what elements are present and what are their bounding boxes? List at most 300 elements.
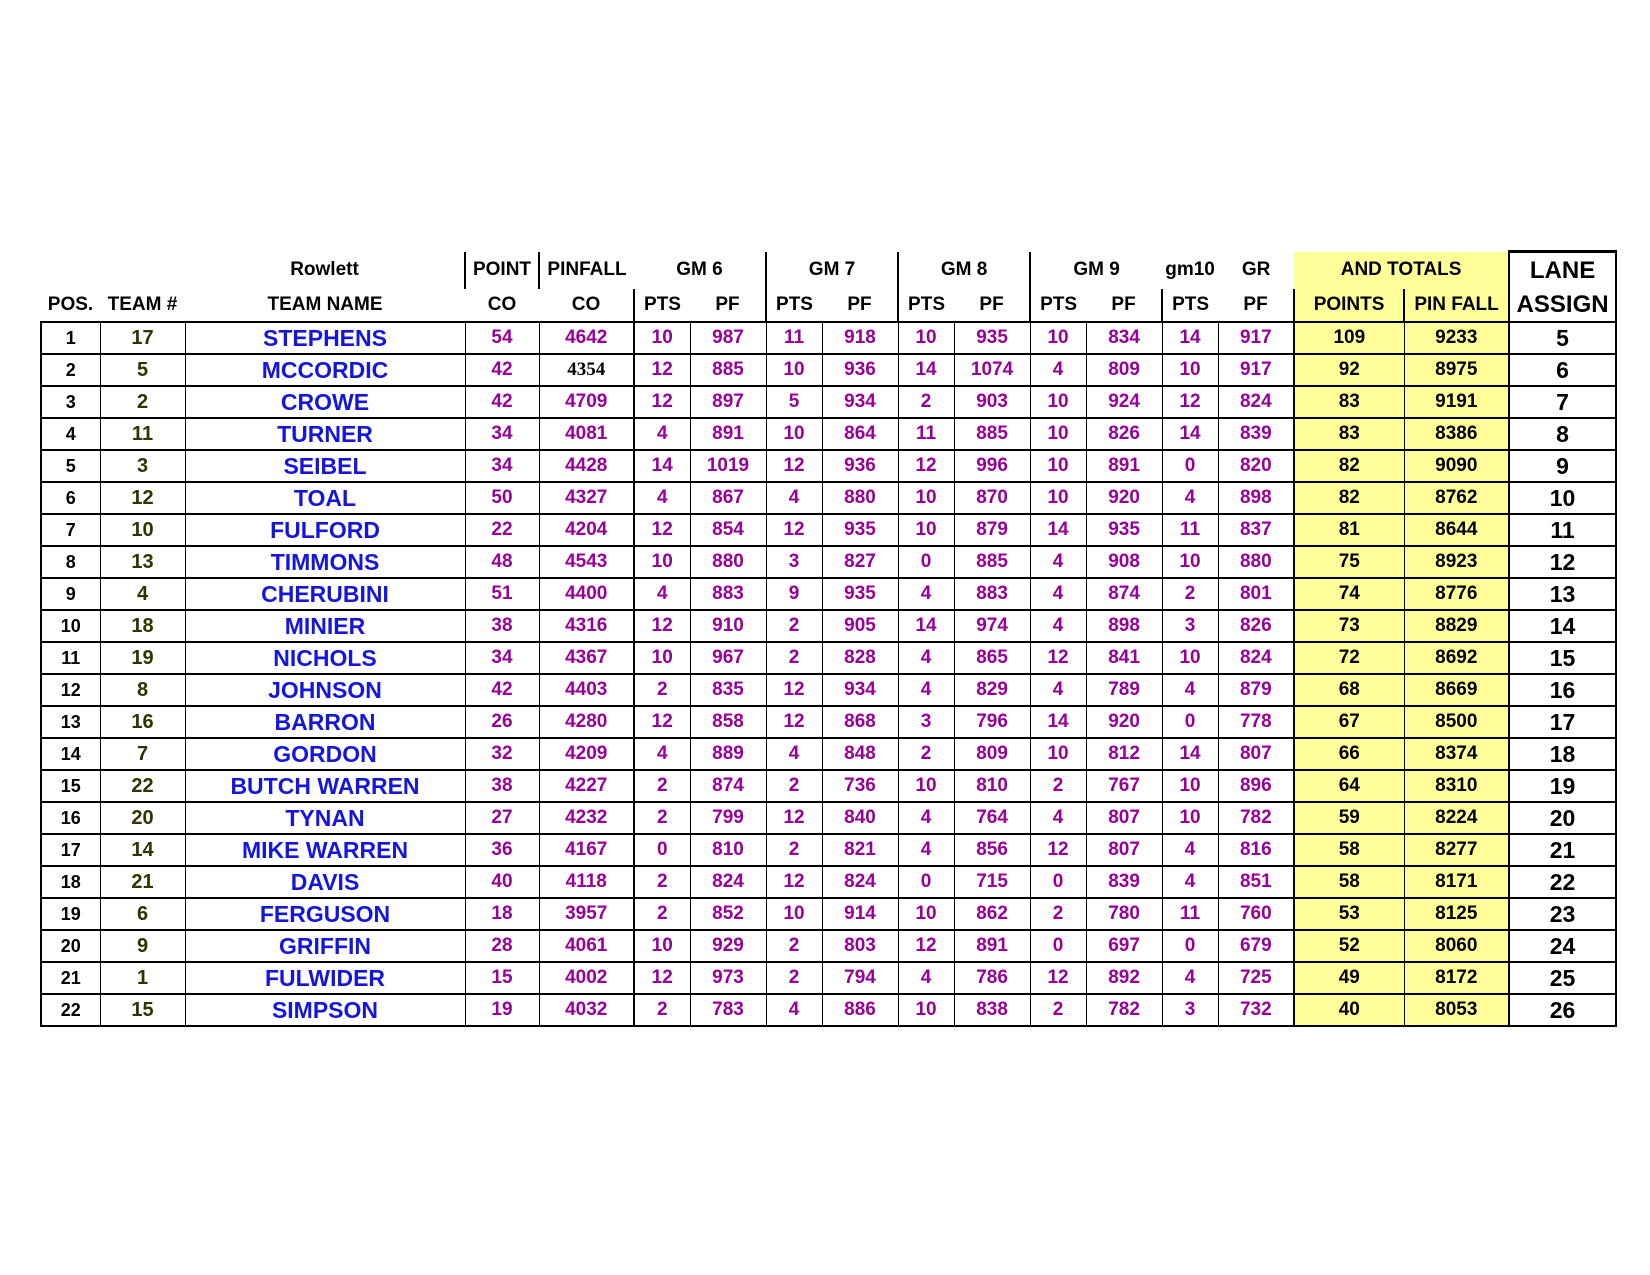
gm7-pts-cell: 2 — [766, 930, 822, 962]
gm7-pf-cell: 868 — [822, 706, 898, 738]
gm9-pf-cell: 920 — [1086, 482, 1162, 514]
gm9-pf-cell: 839 — [1086, 866, 1162, 898]
gm6-pf-cell: 852 — [690, 898, 766, 930]
total-points-cell: 58 — [1294, 834, 1404, 866]
gm8-pts-cell: 4 — [898, 674, 954, 706]
table-row — [41, 482, 1616, 514]
point-co-cell: 32 — [465, 738, 539, 770]
team-name-cell: BUTCH WARREN — [185, 770, 465, 802]
gm10-pts-cell: 3 — [1162, 610, 1218, 642]
lane-assign-cell: 24 — [1509, 930, 1616, 962]
lane-assign-cell: 19 — [1509, 770, 1616, 802]
lane-assign-cell: 16 — [1509, 674, 1616, 706]
point-co-cell: 19 — [465, 994, 539, 1026]
gm6-pts-cell: 0 — [634, 834, 690, 866]
gm8-pts-cell: 12 — [898, 930, 954, 962]
total-pin-fall-cell: 8669 — [1404, 674, 1509, 706]
position-cell: 4 — [41, 418, 100, 450]
gm10-pf-cell: 782 — [1218, 802, 1294, 834]
gm6-pf-cell: 897 — [690, 386, 766, 418]
gm10-pf-cell: 824 — [1218, 386, 1294, 418]
gm10-pts-cell: 4 — [1162, 866, 1218, 898]
gm6-pts-cell: 12 — [634, 514, 690, 546]
gm7-pts-cell: 12 — [766, 674, 822, 706]
pinfall-co-cell: 4327 — [539, 482, 634, 514]
gm6-pf-cell: 910 — [690, 610, 766, 642]
gm10-pf-cell: 679 — [1218, 930, 1294, 962]
points-header: POINTS — [1294, 289, 1404, 322]
team-number-cell: 22 — [100, 770, 185, 802]
standings-body — [41, 322, 1616, 1026]
gm6-pts-cell: 12 — [634, 386, 690, 418]
lane-assign-cell: 12 — [1509, 546, 1616, 578]
position-cell: 2 — [41, 354, 100, 386]
gm7-pts-cell: 12 — [766, 514, 822, 546]
gm10-pts-cell: 4 — [1162, 834, 1218, 866]
gm7-pf-cell: 821 — [822, 834, 898, 866]
grand-totals-header-prefix: GR — [1241, 259, 1271, 281]
team-number-cell: 19 — [100, 642, 185, 674]
gm10-pts-cell: 4 — [1162, 674, 1218, 706]
gm10-pts-cell: 14 — [1162, 322, 1218, 354]
total-points-cell: 73 — [1294, 610, 1404, 642]
gm9-pts-cell: 10 — [1030, 418, 1086, 450]
gm6-pf-cell: 810 — [690, 834, 766, 866]
grand-totals-header: AND TOTALS — [1294, 252, 1509, 290]
gm7-pts-cell: 2 — [766, 834, 822, 866]
gm10-pf-cell: 820 — [1218, 450, 1294, 482]
table-row — [41, 546, 1616, 578]
gm6-pf-cell: 889 — [690, 738, 766, 770]
gm8-pf-cell: 870 — [954, 482, 1030, 514]
gm9-pf-cell: 812 — [1086, 738, 1162, 770]
pinfall-co-cell: 4232 — [539, 802, 634, 834]
gm8-pf-cell: 862 — [954, 898, 1030, 930]
gm8-pf-cell: 935 — [954, 322, 1030, 354]
gm6-pts-cell: 2 — [634, 802, 690, 834]
pinfall-co-cell: 4354 — [539, 354, 634, 386]
team-name-cell: MCCORDIC — [185, 354, 465, 386]
team-number-cell: 20 — [100, 802, 185, 834]
pinfall-co-cell: 4227 — [539, 770, 634, 802]
gm10-pts-cell: 10 — [1162, 802, 1218, 834]
gm6-pf-cell: 880 — [690, 546, 766, 578]
gm7-pf-cell: 824 — [822, 866, 898, 898]
gm6-pts-header: PTS — [634, 289, 690, 322]
total-pin-fall-cell: 8277 — [1404, 834, 1509, 866]
pinfall-co-cell: 4403 — [539, 674, 634, 706]
gm6-pts-cell: 12 — [634, 610, 690, 642]
gm7-pf-cell: 914 — [822, 898, 898, 930]
table-row — [41, 994, 1616, 1026]
position-cell: 7 — [41, 514, 100, 546]
gm7-pts-cell: 3 — [766, 546, 822, 578]
gm9-pts-cell: 10 — [1030, 322, 1086, 354]
gm10-pts-cell: 11 — [1162, 898, 1218, 930]
gm8-pf-cell: 810 — [954, 770, 1030, 802]
gm6-pf-cell: 824 — [690, 866, 766, 898]
gm9-pf-cell: 697 — [1086, 930, 1162, 962]
gm10-pf-cell: 898 — [1218, 482, 1294, 514]
team-name-cell: TYNAN — [185, 802, 465, 834]
gm9-pf-cell: 834 — [1086, 322, 1162, 354]
position-cell: 22 — [41, 994, 100, 1026]
team-name-cell: TOAL — [185, 482, 465, 514]
gm6-pf-cell: 874 — [690, 770, 766, 802]
lane-assign-cell: 18 — [1509, 738, 1616, 770]
pinfall-co-cell: 4061 — [539, 930, 634, 962]
gm6-pf-cell: 867 — [690, 482, 766, 514]
gm7-pf-cell: 828 — [822, 642, 898, 674]
gm7-pts-header: PTS — [766, 289, 822, 322]
gm6-pf-cell: 799 — [690, 802, 766, 834]
total-pin-fall-cell: 8224 — [1404, 802, 1509, 834]
gm10-pts-cell: 10 — [1162, 354, 1218, 386]
pinfall-co-cell: 3957 — [539, 898, 634, 930]
gm6-pf-cell: 854 — [690, 514, 766, 546]
total-pin-fall-cell: 8692 — [1404, 642, 1509, 674]
gm6-pts-cell: 2 — [634, 674, 690, 706]
gm6-pts-cell: 12 — [634, 706, 690, 738]
gm10-pts-cell: 14 — [1162, 418, 1218, 450]
gm8-pts-cell: 0 — [898, 866, 954, 898]
position-cell: 14 — [41, 738, 100, 770]
gm8-pts-cell: 4 — [898, 962, 954, 994]
team-name-cell: STEPHENS — [185, 322, 465, 354]
pinfall-co-cell: 4209 — [539, 738, 634, 770]
gm6-pf-cell: 973 — [690, 962, 766, 994]
total-points-cell: 67 — [1294, 706, 1404, 738]
lane-assign-cell: 8 — [1509, 418, 1616, 450]
gm10-pts-cell: 0 — [1162, 930, 1218, 962]
total-pin-fall-cell: 8125 — [1404, 898, 1509, 930]
gm6-pts-cell: 4 — [634, 578, 690, 610]
gm9-pf-cell: 767 — [1086, 770, 1162, 802]
gm8-pf-cell: 838 — [954, 994, 1030, 1026]
position-cell: 11 — [41, 642, 100, 674]
gm7-pf-cell: 827 — [822, 546, 898, 578]
gm10-pts-cell: 12 — [1162, 386, 1218, 418]
point-co-subheader: CO — [465, 289, 539, 322]
table-row — [41, 578, 1616, 610]
total-points-cell: 83 — [1294, 418, 1404, 450]
gm9-pts-cell: 4 — [1030, 674, 1086, 706]
gm6-pf-cell: 929 — [690, 930, 766, 962]
gm8-pf-cell: 764 — [954, 802, 1030, 834]
gm10-pf-cell: 801 — [1218, 578, 1294, 610]
position-cell: 5 — [41, 450, 100, 482]
team-number-cell: 11 — [100, 418, 185, 450]
gm7-header: GM 7 — [766, 252, 898, 290]
gm6-pts-cell: 2 — [634, 994, 690, 1026]
total-pin-fall-cell: 9233 — [1404, 322, 1509, 354]
total-pin-fall-cell: 8829 — [1404, 610, 1509, 642]
gm6-pf-cell: 987 — [690, 322, 766, 354]
gm8-pf-cell: 786 — [954, 962, 1030, 994]
gm6-pf-header: PF — [690, 289, 766, 322]
pinfall-co-cell: 4118 — [539, 866, 634, 898]
pinfall-co-cell: 4280 — [539, 706, 634, 738]
gm7-pf-cell: 880 — [822, 482, 898, 514]
header-row-bottom — [41, 289, 1616, 322]
total-pin-fall-cell: 8172 — [1404, 962, 1509, 994]
position-cell: 17 — [41, 834, 100, 866]
pinfall-co-header: PINFALL — [539, 252, 634, 290]
gm6-pf-cell: 891 — [690, 418, 766, 450]
gm9-pts-cell: 10 — [1030, 386, 1086, 418]
gm7-pts-cell: 12 — [766, 450, 822, 482]
gm9-pf-cell: 826 — [1086, 418, 1162, 450]
gm8-pf-cell: 865 — [954, 642, 1030, 674]
table-row — [41, 450, 1616, 482]
team-name-cell: MIKE WARREN — [185, 834, 465, 866]
team-name-cell: GORDON — [185, 738, 465, 770]
gm6-pf-cell: 835 — [690, 674, 766, 706]
gm7-pf-cell: 935 — [822, 578, 898, 610]
gm8-pts-cell: 12 — [898, 450, 954, 482]
gm9-pts-cell: 2 — [1030, 770, 1086, 802]
gm9-pts-cell: 4 — [1030, 546, 1086, 578]
lane-assign-cell: 7 — [1509, 386, 1616, 418]
team-name-cell: FULFORD — [185, 514, 465, 546]
gm6-pf-cell: 1019 — [690, 450, 766, 482]
gm9-pf-cell: 780 — [1086, 898, 1162, 930]
gm10-pts-cell: 11 — [1162, 514, 1218, 546]
team-name-cell: DAVIS — [185, 866, 465, 898]
total-points-cell: 53 — [1294, 898, 1404, 930]
gm10-header: gm10 — [1165, 259, 1215, 281]
gm7-pf-cell: 934 — [822, 386, 898, 418]
gm7-pts-cell: 2 — [766, 642, 822, 674]
gm8-pts-cell: 4 — [898, 642, 954, 674]
gm9-pf-cell: 841 — [1086, 642, 1162, 674]
gm7-pts-cell: 12 — [766, 866, 822, 898]
gm9-pts-cell: 14 — [1030, 706, 1086, 738]
team-name-cell: SIMPSON — [185, 994, 465, 1026]
gm10-pf-cell: 725 — [1218, 962, 1294, 994]
gm9-pts-cell: 12 — [1030, 642, 1086, 674]
gm8-pts-cell: 11 — [898, 418, 954, 450]
gm9-pts-cell: 4 — [1030, 354, 1086, 386]
gm8-pts-cell: 10 — [898, 898, 954, 930]
point-co-cell: 27 — [465, 802, 539, 834]
pos-header: POS. — [41, 289, 100, 322]
gm8-pts-cell: 3 — [898, 706, 954, 738]
position-cell: 10 — [41, 610, 100, 642]
gm8-pf-cell: 879 — [954, 514, 1030, 546]
gm8-pts-cell: 10 — [898, 770, 954, 802]
gm7-pf-cell: 736 — [822, 770, 898, 802]
gm10-pts-cell: 4 — [1162, 962, 1218, 994]
gm8-pf-cell: 974 — [954, 610, 1030, 642]
gm8-pts-cell: 4 — [898, 802, 954, 834]
gm9-pf-cell: 935 — [1086, 514, 1162, 546]
gm8-pf-header: PF — [954, 289, 1030, 322]
table-row — [41, 898, 1616, 930]
position-cell: 16 — [41, 802, 100, 834]
pinfall-co-cell: 4204 — [539, 514, 634, 546]
pinfall-co-subheader: CO — [539, 289, 634, 322]
table-row — [41, 610, 1616, 642]
team-number-cell: 7 — [100, 738, 185, 770]
gm7-pts-cell: 12 — [766, 706, 822, 738]
lane-assign-cell: 9 — [1509, 450, 1616, 482]
gm7-pf-cell: 794 — [822, 962, 898, 994]
gm10-pts-header: PTS — [1162, 289, 1218, 322]
gm8-header: GM 8 — [898, 252, 1030, 290]
gm10-pf-cell: 880 — [1218, 546, 1294, 578]
lane-header: LANE — [1509, 252, 1616, 290]
team-number-cell: 5 — [100, 354, 185, 386]
pinfall-co-cell: 4400 — [539, 578, 634, 610]
gm9-pts-cell: 12 — [1030, 962, 1086, 994]
table-row — [41, 962, 1616, 994]
total-pin-fall-cell: 8644 — [1404, 514, 1509, 546]
table-row — [41, 706, 1616, 738]
table-row — [41, 738, 1616, 770]
gm10-pf-cell: 732 — [1218, 994, 1294, 1026]
gm8-pf-cell: 891 — [954, 930, 1030, 962]
point-co-cell: 26 — [465, 706, 539, 738]
gm9-pts-cell: 2 — [1030, 994, 1086, 1026]
gm10-pf-cell: 917 — [1218, 354, 1294, 386]
total-pin-fall-cell: 8053 — [1404, 994, 1509, 1026]
gm9-pts-cell: 10 — [1030, 482, 1086, 514]
total-pin-fall-cell: 9090 — [1404, 450, 1509, 482]
point-co-cell: 51 — [465, 578, 539, 610]
gm7-pts-cell: 2 — [766, 610, 822, 642]
team-number-cell: 10 — [100, 514, 185, 546]
total-points-cell: 40 — [1294, 994, 1404, 1026]
gm8-pf-cell: 903 — [954, 386, 1030, 418]
gm8-pts-cell: 14 — [898, 610, 954, 642]
total-pin-fall-cell: 8500 — [1404, 706, 1509, 738]
team-name-cell: JOHNSON — [185, 674, 465, 706]
total-points-cell: 58 — [1294, 866, 1404, 898]
lane-assign-cell: 10 — [1509, 482, 1616, 514]
gm10-pts-cell: 10 — [1162, 642, 1218, 674]
team-number-cell: 16 — [100, 706, 185, 738]
pinfall-co-cell: 4709 — [539, 386, 634, 418]
gm10-pts-cell: 3 — [1162, 994, 1218, 1026]
pinfall-co-cell: 4316 — [539, 610, 634, 642]
gm6-pts-cell: 10 — [634, 322, 690, 354]
gm7-pf-cell: 886 — [822, 994, 898, 1026]
lane-assign-cell: 26 — [1509, 994, 1616, 1026]
team-number-cell: 17 — [100, 322, 185, 354]
table-row — [41, 354, 1616, 386]
lane-assign-cell: 6 — [1509, 354, 1616, 386]
gm10-pf-cell: 851 — [1218, 866, 1294, 898]
gm8-pf-cell: 1074 — [954, 354, 1030, 386]
table-row — [41, 770, 1616, 802]
point-co-cell: 36 — [465, 834, 539, 866]
total-pin-fall-cell: 8762 — [1404, 482, 1509, 514]
point-co-cell: 48 — [465, 546, 539, 578]
lane-assign-cell: 23 — [1509, 898, 1616, 930]
gm8-pts-cell: 4 — [898, 834, 954, 866]
gm9-pf-cell: 891 — [1086, 450, 1162, 482]
team-name-cell: BARRON — [185, 706, 465, 738]
gm7-pts-cell: 12 — [766, 802, 822, 834]
gm6-pts-cell: 14 — [634, 450, 690, 482]
position-cell: 21 — [41, 962, 100, 994]
gm6-pts-cell: 4 — [634, 482, 690, 514]
total-points-cell: 92 — [1294, 354, 1404, 386]
team-number-cell: 4 — [100, 578, 185, 610]
gm10-pf-cell: 760 — [1218, 898, 1294, 930]
point-co-header: POINT — [465, 252, 539, 290]
gm7-pf-cell: 848 — [822, 738, 898, 770]
position-cell: 20 — [41, 930, 100, 962]
gm9-pts-cell: 10 — [1030, 738, 1086, 770]
team-number-cell: 6 — [100, 898, 185, 930]
gm6-pf-cell: 967 — [690, 642, 766, 674]
lane-assign-cell: 21 — [1509, 834, 1616, 866]
gm7-pts-cell: 5 — [766, 386, 822, 418]
gm6-pts-cell: 2 — [634, 866, 690, 898]
gm7-pts-cell: 2 — [766, 962, 822, 994]
standings-table — [40, 250, 1617, 1027]
team-name-header: TEAM NAME — [185, 289, 465, 322]
total-pin-fall-cell: 8776 — [1404, 578, 1509, 610]
gm9-pf-cell: 924 — [1086, 386, 1162, 418]
gm7-pf-cell: 934 — [822, 674, 898, 706]
team-name-cell: SEIBEL — [185, 450, 465, 482]
gm6-pts-cell: 4 — [634, 418, 690, 450]
team-number-cell: 2 — [100, 386, 185, 418]
gm9-pf-cell: 782 — [1086, 994, 1162, 1026]
gm10-pf-cell: 837 — [1218, 514, 1294, 546]
gm7-pf-cell: 935 — [822, 514, 898, 546]
assign-header: ASSIGN — [1509, 289, 1616, 322]
total-points-cell: 68 — [1294, 674, 1404, 706]
position-cell: 18 — [41, 866, 100, 898]
gm9-pts-cell: 4 — [1030, 578, 1086, 610]
total-pin-fall-cell: 9191 — [1404, 386, 1509, 418]
gm7-pf-cell: 918 — [822, 322, 898, 354]
table-row — [41, 930, 1616, 962]
gm9-pts-cell: 14 — [1030, 514, 1086, 546]
gm10-pts-cell: 10 — [1162, 770, 1218, 802]
total-points-cell: 66 — [1294, 738, 1404, 770]
gm8-pts-cell: 10 — [898, 514, 954, 546]
gm7-pf-cell: 936 — [822, 354, 898, 386]
team-number-cell: 21 — [100, 866, 185, 898]
gm8-pts-cell: 14 — [898, 354, 954, 386]
table-row — [41, 834, 1616, 866]
gm7-pf-cell: 840 — [822, 802, 898, 834]
table-row — [41, 674, 1616, 706]
pin-fall-header: PIN FALL — [1404, 289, 1509, 322]
pinfall-co-cell: 4543 — [539, 546, 634, 578]
lane-assign-cell: 13 — [1509, 578, 1616, 610]
gm9-pts-header: PTS — [1030, 289, 1086, 322]
gm9-pf-cell: 789 — [1086, 674, 1162, 706]
gm9-pf-cell: 807 — [1086, 802, 1162, 834]
team-number-cell: 8 — [100, 674, 185, 706]
total-points-cell: 52 — [1294, 930, 1404, 962]
lane-assign-cell: 14 — [1509, 610, 1616, 642]
total-pin-fall-cell: 8060 — [1404, 930, 1509, 962]
header-row-top — [41, 252, 1616, 290]
total-pin-fall-cell: 8923 — [1404, 546, 1509, 578]
gm8-pts-header: PTS — [898, 289, 954, 322]
gm10-pts-cell: 10 — [1162, 546, 1218, 578]
team-number-cell: 13 — [100, 546, 185, 578]
gm9-header: GM 9 — [1030, 252, 1162, 290]
gm6-pf-cell: 885 — [690, 354, 766, 386]
